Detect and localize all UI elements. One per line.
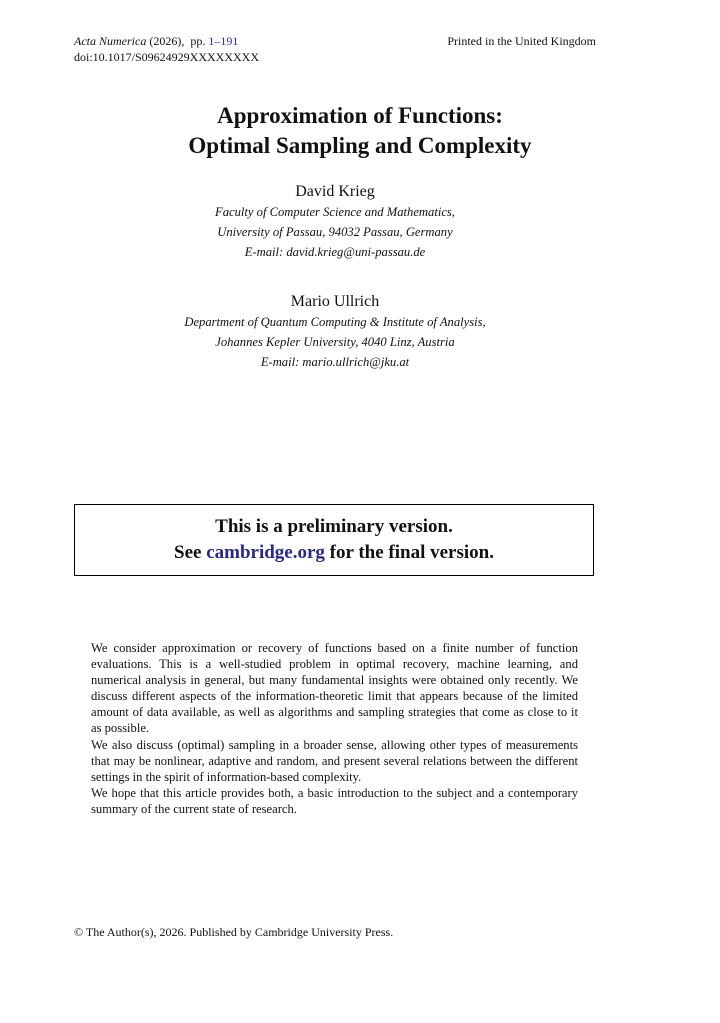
title-line-1: Approximation of Functions: <box>217 103 503 128</box>
author-affiliation: University of Passau, 94032 Passau, Germany <box>217 225 453 239</box>
citation-line <box>74 33 259 49</box>
author-email: E-mail: david.krieg@uni-passau.de <box>244 245 426 259</box>
author-affiliation: Faculty of Computer Science and Mathematics, <box>215 205 455 219</box>
journal-name: Acta Numerica <box>74 34 147 48</box>
doi: doi:10.1017/S09624929XXXXXXXX <box>74 50 260 64</box>
cambridge-link[interactable]: cambridge.org <box>206 542 325 563</box>
notice-line-2: See cambridge.org for the final version. <box>174 542 494 563</box>
copyright-footer: © The Author(s), 2026. Published by Cambridge University Press. <box>74 925 394 939</box>
title-line-2: Optimal Sampling and Complexity <box>188 133 532 158</box>
abstract <box>91 640 578 817</box>
author-block-1 <box>0 182 670 262</box>
pages-prefix: pp. <box>190 34 206 48</box>
journal-header <box>74 33 259 65</box>
preliminary-notice-box <box>74 504 594 576</box>
author-name: David Krieg <box>295 183 375 200</box>
abstract-paragraph: We hope that this article provides both, a basic introduction to the subject and a contemporary summary of the current state of research. <box>91 785 578 816</box>
author-block-2 <box>0 292 670 372</box>
journal-year: (2026), <box>149 34 185 48</box>
printed-note: Printed in the United Kingdom <box>447 34 596 48</box>
notice-line-1: This is a preliminary version. <box>215 516 453 537</box>
abstract-paragraph: We consider approximation or recovery of functions based on a finite number of function evaluations. This is a well-studied problem in optimal recovery, machine learning, and numerical analysis in general, but many fundamental insights were obtained only recently. We discuss different aspects of the information-theoretic limit that appears because of the limited amount of data available, as well as algorithms and sampling strategies that come as close to it as possible. <box>91 641 578 736</box>
pages-link[interactable]: 1–191 <box>208 34 239 48</box>
author-affiliation: Department of Quantum Computing & Institute of Analysis, <box>184 315 486 329</box>
abstract-paragraph: We also discuss (optimal) sampling in a broader sense, allowing other types of measurements that may be nonlinear, adaptive and random, and present several relations between the different settings in the spirit of information-based complexity. <box>91 737 578 784</box>
paper-title <box>0 101 720 161</box>
author-email: E-mail: mario.ullrich@jku.at <box>260 355 410 369</box>
author-name: Mario Ullrich <box>290 293 380 310</box>
author-affiliation: Johannes Kepler University, 4040 Linz, Austria <box>215 335 455 349</box>
